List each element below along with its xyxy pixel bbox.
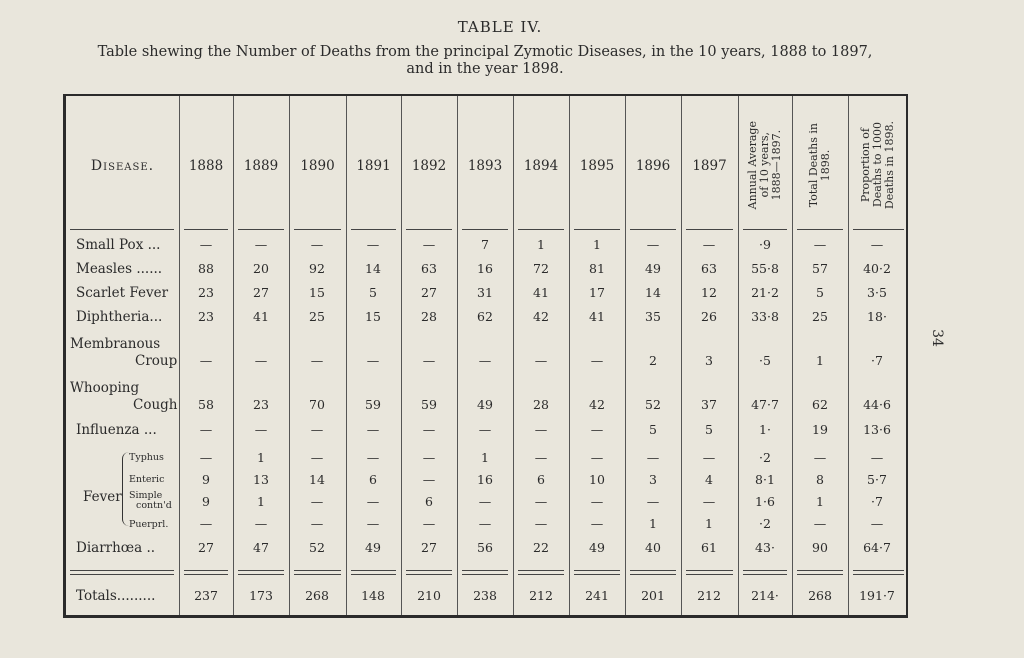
cell-value: —: [366, 237, 380, 252]
cell-value: —: [646, 494, 660, 509]
cell-value: 88: [198, 261, 214, 276]
cell-value: 1: [705, 516, 713, 531]
rule-segment: [462, 574, 508, 575]
cell-value: —: [534, 516, 548, 531]
cell-value: 61: [701, 540, 717, 555]
rule-segment: [406, 570, 452, 571]
cell-value: 237: [194, 588, 218, 603]
cell-value: 1: [649, 516, 657, 531]
cell-value: 14: [365, 261, 381, 276]
cell-value: 27: [253, 285, 269, 300]
cell-value: —: [254, 422, 268, 437]
row-label-croup: Croup: [135, 353, 178, 369]
cell-value: 268: [808, 588, 832, 603]
cell-value: 59: [421, 397, 437, 412]
cell-value: 15: [365, 309, 381, 324]
cell-value: 10: [589, 472, 605, 487]
rule-segment: [351, 574, 396, 575]
cell-value: 23: [253, 397, 269, 412]
cell-value: —: [813, 516, 827, 531]
rule-segment: [351, 229, 396, 230]
cell-value: 6: [425, 494, 433, 509]
row-label-diphtheria: Diphtheria...: [76, 309, 163, 325]
cell-value: —: [870, 516, 884, 531]
cell-value: 49: [477, 397, 493, 412]
cell-value: 70: [309, 397, 325, 412]
cell-value: —: [199, 516, 213, 531]
cell-value: 148: [361, 588, 385, 603]
cell-value: 238: [473, 588, 497, 603]
cell-value: —: [199, 422, 213, 437]
rule-segment: [70, 570, 174, 571]
cell-value: —: [310, 494, 324, 509]
cell-value: 26: [701, 309, 717, 324]
cell-value: 9: [202, 472, 210, 487]
rule-segment: [686, 570, 733, 571]
rule-segment: [462, 570, 508, 571]
subtitle-line-1: Table shewing the Number of Deaths from the principal Zymotic Diseases, in the 10 years, 1888 to 1897,: [97, 44, 873, 60]
cell-value: 62: [477, 309, 493, 324]
cell-value: —: [590, 353, 604, 368]
cell-value: 268: [305, 588, 329, 603]
cell-value: —: [422, 450, 436, 465]
table-subtitle: [70, 44, 900, 78]
cell-value: 40·2: [863, 261, 891, 276]
cell-value: ·5: [759, 353, 771, 368]
cell-value: —: [310, 422, 324, 437]
cell-value: 16: [477, 261, 493, 276]
cell-value: 92: [309, 261, 325, 276]
cell-value: —: [254, 516, 268, 531]
cell-value: 81: [589, 261, 605, 276]
row-label-fever: Fever: [83, 489, 122, 505]
rule-segment: [853, 574, 904, 575]
rule-segment: [630, 574, 676, 575]
header-proportion: Proportion of Deaths to 1000 Deaths in 1898.: [858, 121, 896, 210]
fever-sub-puerperal: Puerprl.: [129, 519, 169, 530]
cell-value: 47·7: [751, 397, 779, 412]
cell-value: —: [422, 353, 436, 368]
cell-value: 40: [645, 540, 661, 555]
rule-segment: [238, 574, 284, 575]
cell-value: 2: [649, 353, 657, 368]
cell-value: 23: [198, 285, 214, 300]
rule-segment: [630, 229, 676, 230]
cell-value: 21·2: [751, 285, 779, 300]
cell-value: 44·6: [863, 397, 891, 412]
header-year: 1896: [635, 157, 671, 174]
cell-value: 22: [533, 540, 549, 555]
cell-value: 191·7: [859, 588, 895, 603]
rule-segment: [518, 570, 564, 571]
cell-value: 241: [585, 588, 609, 603]
rule-segment: [351, 570, 396, 571]
rule-segment: [406, 574, 452, 575]
cell-value: —: [199, 450, 213, 465]
cell-value: —: [702, 237, 716, 252]
cell-value: —: [478, 516, 492, 531]
cell-value: —: [366, 353, 380, 368]
row-label-scarlet-fever: Scarlet Fever: [76, 285, 169, 301]
fever-sub-contnd: contn'd: [136, 500, 172, 511]
cell-value: —: [702, 450, 716, 465]
cell-value: ·7: [871, 353, 883, 368]
cell-value: 55·8: [751, 261, 779, 276]
rule-segment: [518, 574, 564, 575]
rule-segment: [630, 570, 676, 571]
cell-value: 17: [589, 285, 605, 300]
cell-value: 52: [645, 397, 661, 412]
rule-segment: [462, 229, 508, 230]
cell-value: 6: [369, 472, 377, 487]
cell-value: 25: [812, 309, 828, 324]
cell-value: 5: [649, 422, 657, 437]
cell-value: 25: [309, 309, 325, 324]
cell-value: 23: [198, 309, 214, 324]
cell-value: 72: [533, 261, 549, 276]
header-year: 1892: [411, 157, 447, 174]
header-year: 1890: [300, 157, 335, 174]
cell-value: 35: [645, 309, 661, 324]
cell-value: 14: [309, 472, 325, 487]
cell-value: 6: [537, 472, 545, 487]
cell-value: —: [310, 353, 324, 368]
cell-value: —: [422, 237, 436, 252]
header-year: 1891: [356, 157, 391, 174]
header-year: 1895: [579, 157, 615, 174]
cell-value: 42: [589, 397, 605, 412]
cell-value: 1: [816, 353, 824, 368]
rule-segment: [797, 574, 843, 575]
cell-value: —: [534, 494, 548, 509]
rule-segment: [70, 574, 174, 575]
row-label-influenza: Influenza ...: [76, 422, 157, 438]
cell-value: 1: [257, 494, 265, 509]
cell-value: —: [534, 353, 548, 368]
cell-value: 42: [533, 309, 549, 324]
rule-segment: [238, 570, 284, 571]
row-label-whooping: Whooping: [70, 380, 140, 396]
cell-value: —: [534, 450, 548, 465]
row-label-diarrhoea: Diarrhœa ..: [76, 540, 156, 556]
cell-value: 41: [589, 309, 605, 324]
row-label-cough: Cough: [133, 397, 178, 413]
cell-value: —: [199, 237, 213, 252]
cell-value: 27: [421, 540, 437, 555]
cell-value: —: [590, 516, 604, 531]
rule-segment: [184, 570, 228, 571]
cell-value: 56: [477, 540, 493, 555]
cell-value: 214·: [751, 588, 779, 603]
row-label-totals: Totals.........: [76, 588, 156, 604]
cell-value: —: [702, 494, 716, 509]
cell-value: 49: [645, 261, 661, 276]
rule-segment: [518, 229, 564, 230]
header-year: 1888: [188, 157, 224, 174]
row-label-membranous: Membranous: [70, 336, 161, 352]
cell-value: 63: [421, 261, 437, 276]
cell-value: —: [422, 422, 436, 437]
rule-segment: [686, 574, 733, 575]
cell-value: 62: [812, 397, 828, 412]
rule-segment: [853, 570, 904, 571]
cell-value: 1: [537, 237, 545, 252]
rule-segment: [238, 229, 284, 230]
rule-segment: [294, 229, 341, 230]
rule-segment: [294, 570, 341, 571]
cell-value: 27: [421, 285, 437, 300]
rule-segment: [686, 229, 733, 230]
header-year: 1897: [692, 157, 727, 174]
cell-value: 3: [705, 353, 713, 368]
cell-value: —: [478, 494, 492, 509]
cell-value: 5: [816, 285, 824, 300]
cell-value: 41: [533, 285, 549, 300]
deaths-table: [63, 94, 908, 618]
cell-value: 1·: [759, 422, 771, 437]
cell-value: —: [870, 450, 884, 465]
cell-value: ·7: [871, 494, 883, 509]
cell-value: ·9: [759, 237, 771, 252]
cell-value: 20: [253, 261, 269, 276]
cell-value: —: [199, 353, 213, 368]
rule-segment: [574, 574, 620, 575]
cell-value: 64·7: [863, 540, 891, 555]
cell-value: —: [590, 450, 604, 465]
fever-sub-enteric: Enteric: [129, 474, 165, 485]
rule-segment: [70, 229, 174, 230]
cell-value: —: [310, 450, 324, 465]
cell-value: —: [813, 237, 827, 252]
rule-segment: [574, 570, 620, 571]
rule-segment: [797, 229, 843, 230]
cell-value: 1: [816, 494, 824, 509]
cell-value: 13·6: [863, 422, 891, 437]
cell-value: 8: [816, 472, 824, 487]
cell-value: 16: [477, 472, 493, 487]
cell-value: 47: [253, 540, 269, 555]
cell-value: 8·1: [755, 472, 775, 487]
cell-value: 5: [369, 285, 377, 300]
row-label-small-pox: Small Pox ...: [76, 237, 161, 253]
fever-sub-simple: Simple: [129, 490, 163, 501]
cell-value: 59: [365, 397, 381, 412]
row-label-measles: Measles ......: [76, 261, 163, 277]
cell-value: 3·5: [867, 285, 887, 300]
cell-value: 18·: [867, 309, 887, 324]
cell-value: 28: [533, 397, 549, 412]
rule-segment: [294, 574, 341, 575]
fever-brace: [122, 452, 129, 526]
cell-value: 90: [812, 540, 828, 555]
rule-segment: [743, 574, 787, 575]
cell-value: 37: [701, 397, 717, 412]
rule-segment: [797, 570, 843, 571]
page-number: 34: [928, 329, 945, 347]
cell-value: 13: [253, 472, 269, 487]
cell-value: 58: [198, 397, 214, 412]
cell-value: ·2: [759, 516, 771, 531]
cell-value: —: [310, 237, 324, 252]
cell-value: —: [534, 422, 548, 437]
cell-value: —: [646, 237, 660, 252]
cell-value: 7: [481, 237, 489, 252]
header-year: 1893: [467, 157, 503, 174]
cell-value: ·2: [759, 450, 771, 465]
cell-value: 12: [701, 285, 717, 300]
cell-value: 33·8: [751, 309, 779, 324]
rule-segment: [743, 570, 787, 571]
cell-value: 9: [202, 494, 210, 509]
rule-segment: [406, 229, 452, 230]
cell-value: —: [310, 516, 324, 531]
cell-value: 15: [309, 285, 325, 300]
cell-value: 1·6: [755, 494, 775, 509]
header-annual-average: Annual Average of 10 years, 1888—1897.: [746, 121, 783, 210]
cell-value: —: [254, 237, 268, 252]
cell-value: 52: [309, 540, 325, 555]
cell-value: 28: [421, 309, 437, 324]
cell-value: 63: [701, 261, 717, 276]
cell-value: 3: [649, 472, 657, 487]
rule-segment: [743, 229, 787, 230]
rule-segment: [853, 229, 904, 230]
cell-value: 201: [641, 588, 665, 603]
cell-value: —: [646, 450, 660, 465]
rule-segment: [574, 229, 620, 230]
cell-value: —: [254, 353, 268, 368]
table-title: TABLE IV.: [457, 18, 543, 36]
cell-value: 5·7: [867, 472, 887, 487]
cell-value: —: [422, 472, 436, 487]
header-year: 1894: [523, 157, 559, 174]
cell-value: —: [366, 450, 380, 465]
rule-segment: [184, 229, 228, 230]
cell-value: —: [366, 494, 380, 509]
cell-value: 1: [257, 450, 265, 465]
fever-sub-typhus: Typhus: [129, 452, 164, 463]
cell-value: 1: [593, 237, 601, 252]
header-year: 1889: [243, 157, 279, 174]
cell-value: 57: [812, 261, 828, 276]
cell-value: —: [478, 353, 492, 368]
cell-value: 41: [253, 309, 269, 324]
cell-value: 5: [705, 422, 713, 437]
cell-value: —: [870, 237, 884, 252]
cell-value: —: [590, 422, 604, 437]
cell-value: —: [478, 422, 492, 437]
cell-value: 1: [481, 450, 489, 465]
cell-value: 212: [697, 588, 721, 603]
cell-value: —: [422, 516, 436, 531]
cell-value: —: [366, 422, 380, 437]
cell-value: 19: [812, 422, 828, 437]
cell-value: 43·: [755, 540, 775, 555]
subtitle-line-2: and in the year 1898.: [406, 61, 564, 77]
rule-segment: [184, 574, 228, 575]
cell-value: 14: [645, 285, 661, 300]
cell-value: 212: [529, 588, 553, 603]
cell-value: —: [590, 494, 604, 509]
cell-value: 31: [477, 285, 493, 300]
cell-value: —: [366, 516, 380, 531]
cell-value: 210: [417, 588, 441, 603]
cell-value: 4: [705, 472, 713, 487]
cell-value: 27: [198, 540, 214, 555]
cell-value: 49: [365, 540, 381, 555]
cell-value: 173: [249, 588, 273, 603]
header-disease: Disease.: [90, 157, 155, 174]
cell-value: —: [813, 450, 827, 465]
cell-value: 49: [589, 540, 605, 555]
header-total-deaths: Total Deaths in 1898.: [807, 123, 832, 208]
